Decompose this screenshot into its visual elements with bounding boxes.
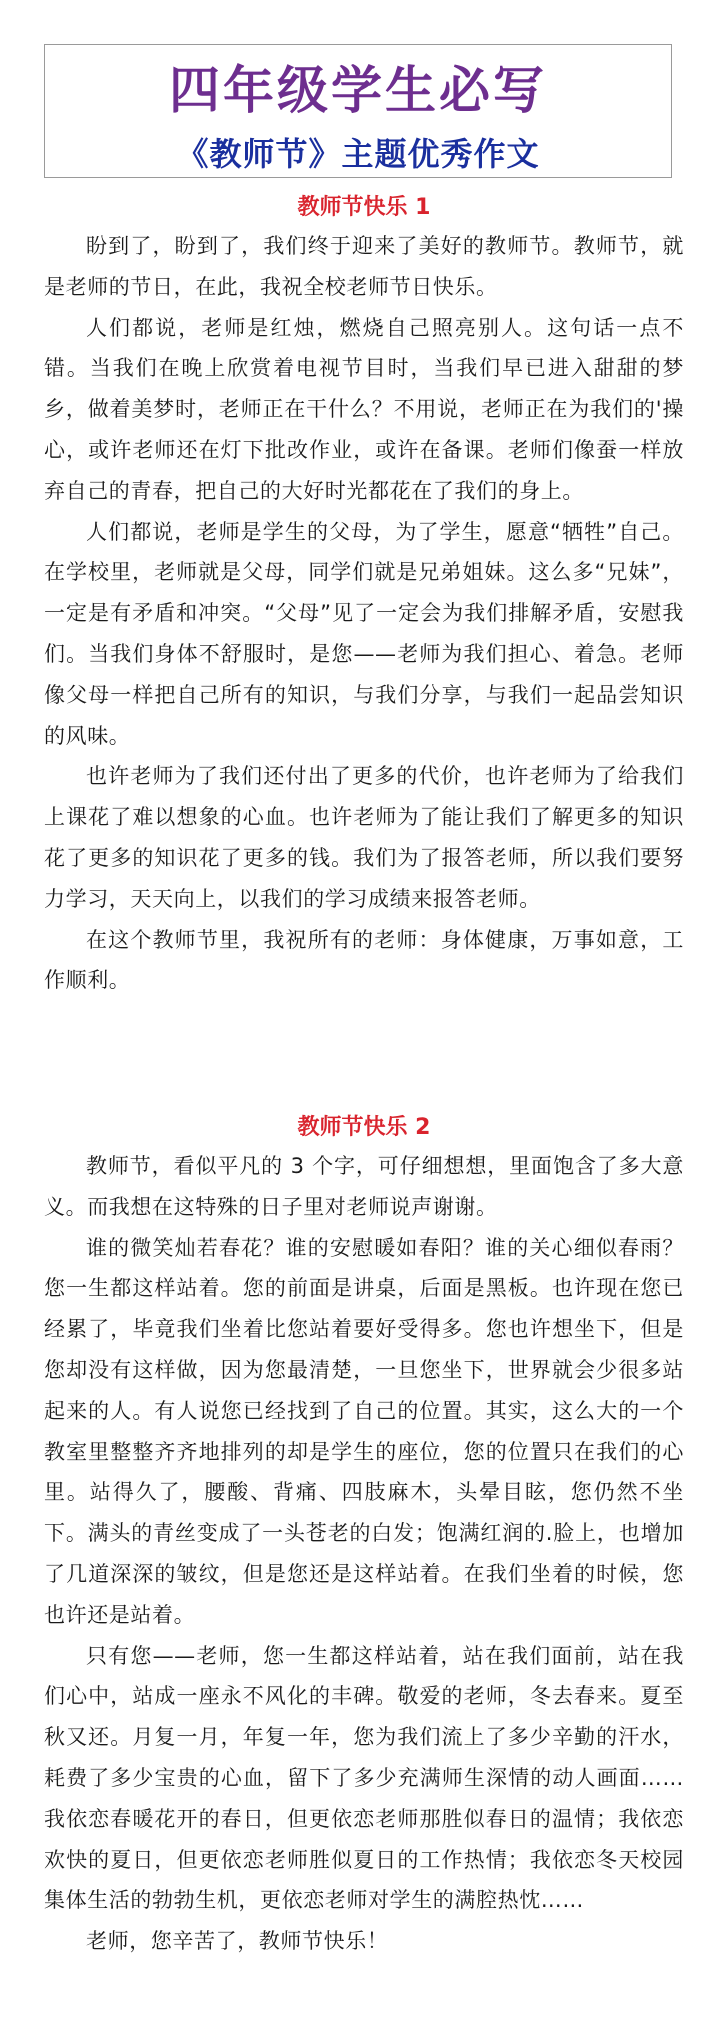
paragraph: 人们都说，老师是红烛，燃烧自己照亮别人。这句话一点不错。当我们在晚上欣赏着电视节目时，当我们早已进入甜甜的梦乡，做着美梦时，老师正在干什么？不用说，老师正在为我们的'操心，或许老师还在灯下批改作业，或许在备课。老师们像蚕一样放弃自己的青春，把自己的大好时光都花在了我们的身上。 bbox=[44, 315, 684, 503]
sub-title: 《教师节》主题优秀作文 bbox=[176, 135, 540, 173]
paragraph: 只有您——老师，您一生都这样站着，站在我们面前，站在我们心中，站成一座永不风化的丰碑。敬爱的老师，冬去春来。夏至秋又还。月复一月，年复一年，您为我们流上了多少辛勤的汗水，耗费了多少宝贵的心血，留下了多少充满师生深情的动人画面……我依恋春暖花开的春日，但更依恋老师那胜似春日的温情；我依恋欢快的夏日，但更依恋老师胜似夏日的工作热情；我依恋冬天校园集体生活的勃勃生机，更依恋老师对学生的满腔热忱…… bbox=[44, 1643, 684, 1913]
main-title: 四年级学生必写 bbox=[168, 61, 547, 121]
essay-2 bbox=[44, 1110, 684, 1962]
paragraph: 盼到了，盼到了，我们终于迎来了美好的教师节。教师节，就是老师的节日，在此，我祝全校老师节日快乐。 bbox=[44, 234, 684, 299]
paragraph: 也许老师为了我们还付出了更多的代价，也许老师为了给我们上课花了难以想象的心血。也许老师为了能让我们了解更多的知识花了更多的知识花了更多的钱。我们为了报答老师，所以我们要努力学习，天天向上，以我们的学习成绩来报答老师。 bbox=[44, 764, 684, 911]
paragraph: 谁的微笑灿若春花？谁的安慰暖如春阳？谁的关心细似春雨？您一生都这样站着。您的前面是讲桌，后面是黑板。也许现在您已经累了，毕竟我们坐着比您站着要好受得多。您也许想坐下，但是您却没有这样做，因为您最清楚，一旦您坐下，世界就会少很多站起来的人。有人说您已经找到了自己的位置。其实，这么大的一个教室里整整齐齐地排列的却是学生的座位，您的位置只在我们的心里。站得久了，腰酸、背痛、四肢麻木，头晕目眩，您仍然不坐下。满头的青丝变成了一头苍老的白发；饱满红润的.脸上，也增加了几道深深的皱纹，但是您还是这样站着。在我们坐着的时候，您也许还是站着。 bbox=[44, 1235, 684, 1627]
paragraph: 人们都说，老师是学生的父母，为了学生，愿意“牺牲”自己。在学校里，老师就是父母，同学们就是兄弟姐妹。这么多“兄妹”，一定是有矛盾和冲突。“父母”见了一定会为我们排解矛盾，安慰我们。当我们身体不舒服时，是您——老师为我们担心、着急。老师像父母一样把自己所有的知识，与我们分享，与我们一起品尝知识的风味。 bbox=[44, 519, 684, 748]
essay-heading: 教师节快乐 1 bbox=[297, 195, 431, 220]
paragraph: 教师节，看似平凡的 3 个字，可仔细想想，里面饱含了多大意义。而我想在这特殊的日子里对老师说声谢谢。 bbox=[44, 1154, 684, 1219]
paragraph: 老师，您辛苦了，教师节快乐！ bbox=[86, 1929, 389, 1954]
title-box bbox=[44, 44, 672, 178]
essay-1 bbox=[44, 190, 684, 1001]
paragraph: 在这个教师节里，我祝所有的老师：身体健康，万事如意，工作顺利。 bbox=[44, 927, 684, 993]
essay-heading: 教师节快乐 2 bbox=[297, 1115, 431, 1140]
